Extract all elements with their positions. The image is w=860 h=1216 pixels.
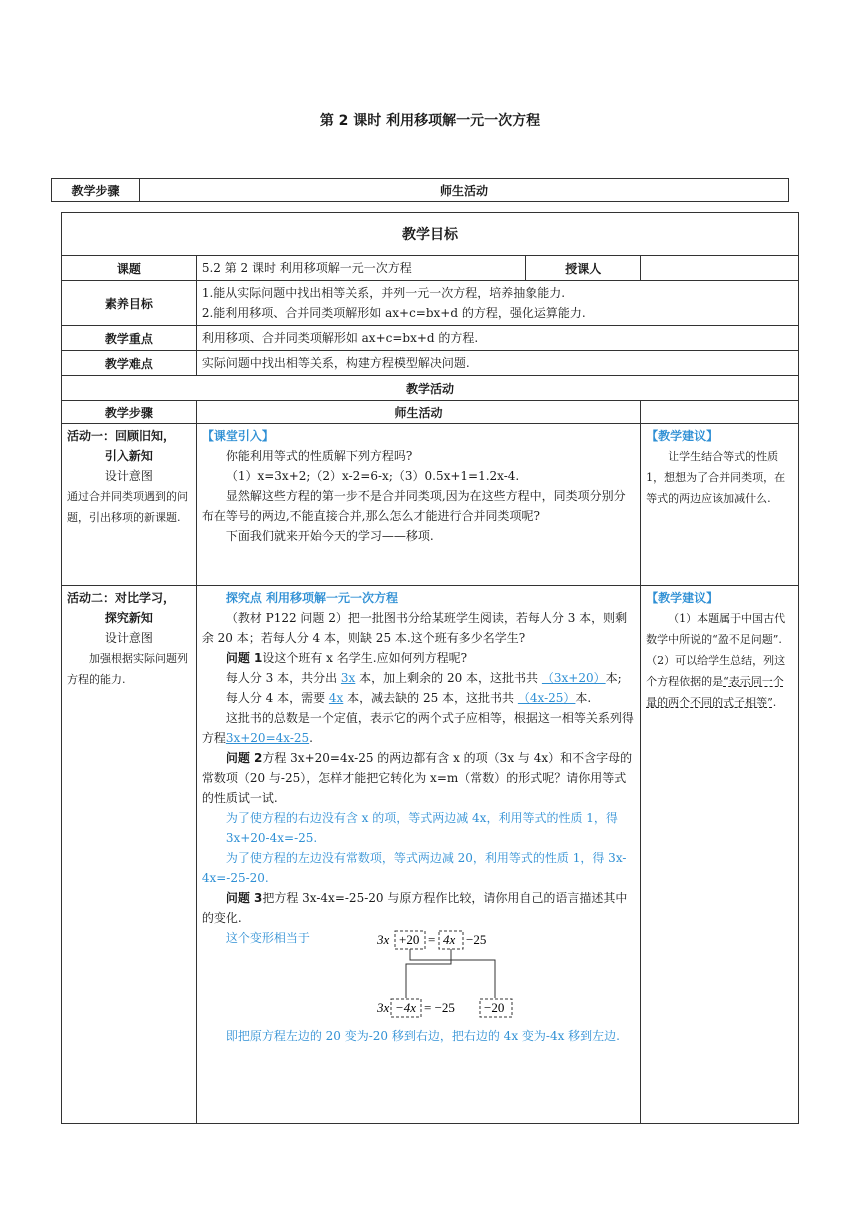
diagram-bot-c: −20 bbox=[483, 1000, 505, 1015]
activity1-p4: 下面我们就来开始今天的学习——移项. bbox=[225, 529, 434, 543]
line3-text: 这批书的总数是一个定值，表示它的两个式子应相等，根据这一相等关系列得方程 bbox=[201, 711, 634, 745]
answer2-line2: 3x+20-4x=-25. bbox=[225, 831, 318, 845]
transposition-diagram bbox=[202, 928, 635, 1018]
line1-c: 本; bbox=[605, 671, 622, 685]
activity1-section-tag: 【课堂引入】 bbox=[201, 429, 274, 443]
activity1-step bbox=[62, 424, 197, 586]
lesson-plan-table bbox=[61, 212, 799, 1124]
line1-blank2: （3x+20） bbox=[541, 671, 606, 685]
topic-label: 课题 bbox=[62, 256, 197, 281]
diagram-top-eq: = bbox=[427, 932, 436, 947]
line3-equation: 3x+20=4x-25 bbox=[225, 731, 310, 745]
activity1-suggest-tag: 【教学建议】 bbox=[646, 429, 719, 443]
activity1-p2: （1）x=3x+2;（2）x-2=6-x;（3）0.5x+1=1.2x-4. bbox=[225, 469, 520, 483]
document-title: 第 2 课时 利用移项解一元一次方程 bbox=[319, 113, 541, 129]
activity1-suggestion bbox=[641, 424, 799, 586]
activity1-intent-text: 通过合并同类项遇到的问题，引出移项的新课题. bbox=[67, 490, 188, 524]
activity2-title-1: 活动二：对比学习， bbox=[67, 591, 176, 605]
activity1-intent-label: 设计意图 bbox=[104, 469, 153, 483]
question3-label: 问题 3 bbox=[225, 891, 263, 905]
question2-label: 问题 2 bbox=[225, 751, 263, 765]
line2-blank2: （4x-25） bbox=[517, 691, 576, 705]
activity1-p3: 显然解这些方程的第一步不是合并同类项,因为在这些方程中，同类项分别分布在等号的两边,不能直接合并,那么怎么才能进行合并同类项呢? bbox=[201, 489, 626, 523]
teacher-label: 授课人 bbox=[526, 256, 641, 281]
activity2-problem: （教材 P122 问题 2）把一批图书分给某班学生阅读，若每人分 3 本，则剩余 20 本；若每人分 4 本，则缺 25 本.这个班有多少名学生? bbox=[201, 611, 628, 645]
top-header-table bbox=[51, 178, 789, 202]
answer3-line2: 即把原方程左边的 20 变为-20 移到右边，把右边的 4x 变为-4x 移到左边. bbox=[225, 1029, 620, 1043]
diagram-top-b: +20 bbox=[398, 932, 420, 947]
suggest-end: . bbox=[772, 696, 777, 709]
activity2-content bbox=[196, 586, 640, 1124]
activity2-question2 bbox=[202, 748, 635, 808]
activity2-line1 bbox=[202, 668, 635, 688]
line3-end: . bbox=[309, 731, 313, 745]
answer3-line1: 这个变形相当于 bbox=[225, 931, 310, 945]
activity1-p1: 你能利用等式的性质解下列方程吗? bbox=[225, 449, 413, 463]
diagram-bot-a: 3x bbox=[376, 1000, 390, 1015]
question2-text: 方程 3x+20=4x-25 的两边都有含 x 的项（3x 与 4x）和不含字母的常数项（20 与-25），怎样才能把它转化为 x=m（常数）的形式呢？请你用等式的性质试一试. bbox=[201, 751, 633, 805]
topic-value: 5.2 第 2 课时 利用移项解一元一次方程 bbox=[196, 256, 526, 281]
diagram-top-c: 4x bbox=[442, 932, 456, 947]
diagram-top-d: −25 bbox=[465, 932, 487, 947]
activity2-explore-title: 探究点 利用移项解一元一次方程 bbox=[225, 591, 399, 605]
line2-blank1: 4x bbox=[328, 691, 344, 705]
activity2-intent-text: 加强根据实际问题列方程的能力. bbox=[67, 652, 188, 686]
activities-header-step: 教学步骤 bbox=[62, 401, 197, 424]
diagram-bot-eq: = −25 bbox=[423, 1000, 455, 1015]
literacy-goal-1: 1.能从实际问题中找出相等关系，并列一元一次方程，培养抽象能力. bbox=[201, 286, 566, 300]
teacher-value bbox=[641, 256, 799, 281]
header-activity: 师生活动 bbox=[140, 179, 789, 202]
transposition-svg bbox=[202, 928, 642, 1020]
literacy-label: 素养目标 bbox=[62, 281, 197, 326]
line1-b: 本，加上剩余的 20 本，这批书共 bbox=[359, 671, 539, 685]
activity1-suggest-text: 让学生结合等式的性质 1，想想为了合并同类项，在等式的两边应该加减什么. bbox=[646, 450, 786, 505]
key-label: 教学重点 bbox=[62, 326, 197, 351]
objectives-heading: 教学目标 bbox=[62, 213, 799, 256]
activity2-question1 bbox=[202, 648, 635, 668]
arrow-4x-left bbox=[406, 949, 451, 998]
activities-header-blank bbox=[641, 401, 799, 424]
line2-c: 本. bbox=[575, 691, 592, 705]
key-value: 利用移项、合并同类项解形如 ax+c=bx+d 的方程. bbox=[196, 326, 798, 351]
activity2-line2 bbox=[202, 688, 635, 708]
answer2-line3: 为了使方程的左边没有常数项，等式两边减 20，利用等式的性质 1，得 3x-4x=-25-20. bbox=[201, 851, 627, 885]
literacy-goal-2: 2.能利用移项、合并同类项解形如 ax+c=bx+d 的方程，强化运算能力. bbox=[201, 306, 586, 320]
activity1-title-2: 引入新知 bbox=[104, 449, 153, 463]
suggest-text-part1: （1）本题属于中国古代数学中所说的“盈不足问题”.（2）可以给学生总结，列这个方程依据的是 bbox=[646, 612, 786, 688]
activity2-title-2: 探究新知 bbox=[104, 611, 153, 625]
activity2-line3 bbox=[202, 708, 635, 748]
activity1-content bbox=[196, 424, 640, 586]
diagram-bot-b: −4x bbox=[394, 1000, 416, 1015]
difficulty-label: 教学难点 bbox=[62, 351, 197, 376]
activities-heading: 教学活动 bbox=[62, 376, 799, 401]
diagram-top-a: 3x bbox=[376, 932, 390, 947]
header-step: 教学步骤 bbox=[52, 179, 140, 202]
activity2-question3 bbox=[202, 888, 635, 928]
difficulty-value: 实际问题中找出相等关系，构建方程模型解决问题. bbox=[196, 351, 798, 376]
activity2-step bbox=[62, 586, 197, 1124]
activity1-title-1: 活动一：回顾旧知， bbox=[67, 429, 176, 443]
line2-b: 本，减去缺的 25 本，这批书共 bbox=[347, 691, 515, 705]
suggest-text-part2: “表示同一个量的两个不同的式子相等” bbox=[646, 675, 784, 709]
activities-header-activity: 师生活动 bbox=[196, 401, 640, 424]
line2-a: 每人分 4 本，需要 bbox=[225, 691, 326, 705]
line1-blank1: 3x bbox=[340, 671, 356, 685]
question1-label: 问题 1 bbox=[225, 651, 263, 665]
activity2-suggestion bbox=[641, 586, 799, 1124]
line1-a: 每人分 3 本，共分出 bbox=[225, 671, 338, 685]
answer2-line1: 为了使方程的右边没有含 x 的项，等式两边减 4x，利用等式的性质 1，得 bbox=[225, 811, 618, 825]
question1-text: 设这个班有 x 名学生.应如何列方程呢? bbox=[262, 651, 468, 665]
literacy-goals bbox=[196, 281, 798, 326]
arrow-20-right bbox=[410, 949, 495, 998]
activity2-suggest-tag: 【教学建议】 bbox=[646, 591, 719, 605]
question3-text: 把方程 3x-4x=-25-20 与原方程作比较，请你用自己的语言描述其中的变化. bbox=[201, 891, 628, 925]
activity2-suggest-text bbox=[646, 608, 793, 713]
activity2-intent-label: 设计意图 bbox=[104, 631, 153, 645]
